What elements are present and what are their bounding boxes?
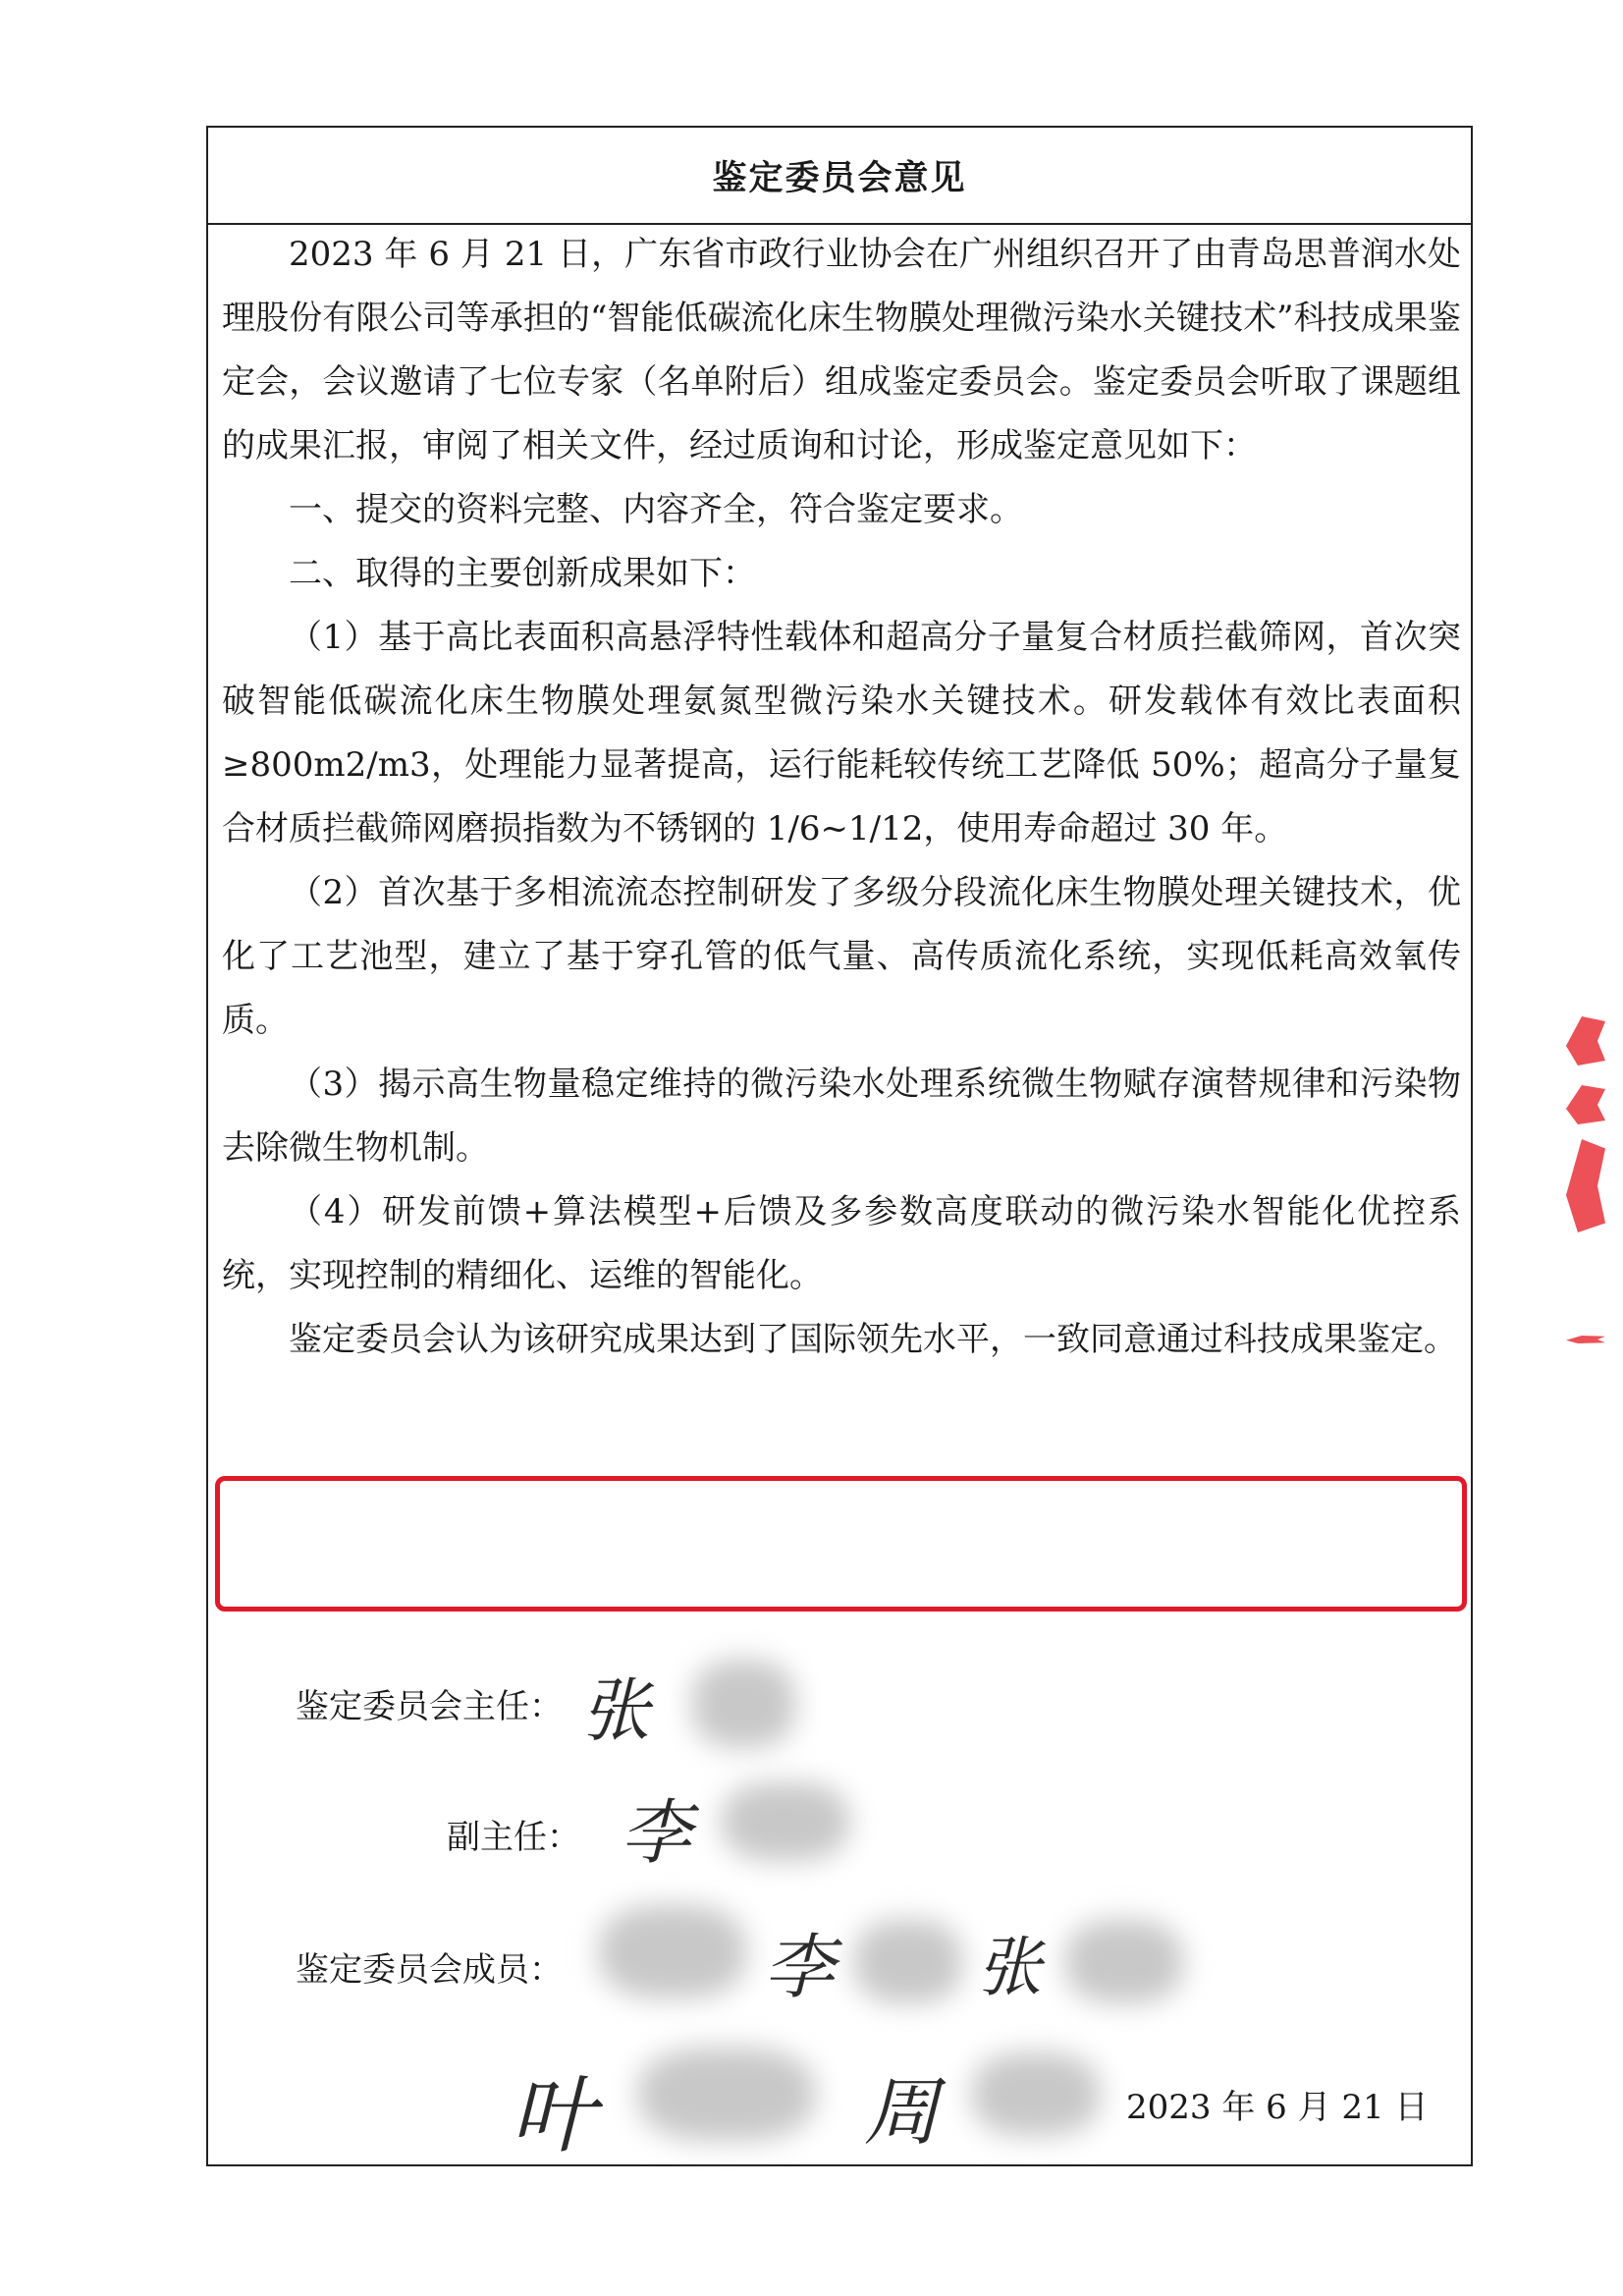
seal-fragment (1566, 1336, 1605, 1343)
chair-label: 鉴定委员会主任： (296, 1687, 563, 1726)
redacted-signature (722, 1782, 849, 1861)
redacted-signature (1065, 1920, 1183, 2003)
document-date: 2023 年 6 月 21 日 (1126, 2088, 1429, 2127)
final-verdict: 鉴定委员会认为该研究成果达到了国际领先水平，一致同意通过科技成果鉴定。 (289, 1320, 1457, 1359)
seal-fragment (1566, 1085, 1605, 1124)
verdict-highlight-box (215, 1476, 1467, 1612)
member-signature: 叶 (511, 2067, 595, 2165)
vice-chair-signature: 李 (621, 1791, 692, 1874)
innovation-item-4: （4）研发前馈+算法模型+后馈及多参数高度联动的微污染水智能化优控系统，实现控制的精细化、运维的智能化。 (222, 1192, 1461, 1295)
seal-fragment (1566, 1016, 1605, 1066)
members-label: 鉴定委员会成员： (296, 1950, 563, 1990)
redacted-signature (692, 1660, 795, 1748)
redacted-signature (972, 2052, 1100, 2136)
opinion-body (222, 223, 1461, 1372)
chair-signature: 张 (581, 1670, 650, 1751)
vice-chair-label: 副主任： (447, 1818, 580, 1857)
opinion-table (206, 126, 1473, 2166)
redacted-signature (854, 1920, 962, 2003)
conclusion-two-heading: 二、取得的主要创新成果如下： (289, 554, 756, 593)
innovation-item-3: （3）揭示高生物量稳定维持的微污染水处理系统微生物赋存演替规律和污染物去除微生物机制。 (222, 1065, 1461, 1168)
conclusion-one: 一、提交的资料完整、内容齐全，符合鉴定要求。 (289, 490, 1023, 529)
redacted-signature (638, 2048, 815, 2141)
document-title: 鉴定委员会意见 (208, 128, 1471, 225)
innovation-item-2: （2）首次基于多相流流态控制研发了多级分段流化床生物膜处理关键技术，优化了工艺池型，建立了基于穿孔管的低气量、高传质流化系统，实现低耗高效氧传质。 (222, 873, 1461, 1040)
seal-fragment (1566, 1139, 1605, 1232)
innovation-item-1: （1）基于高比表面积高悬浮特性载体和超高分子量复合材质拦截筛网，首次突破智能低碳流化床生物膜处理氨氮型微污染水关键技术。研发载体有效比表面积≥800m2/m3，处理能力显著提高，运行能耗较传统工艺降低 50%；超高分子量复合材质拦截筛网磨损指数为不锈钢的 1/6~1/12，使用寿命超过 30 年。 (222, 618, 1461, 848)
member-signature: 张 (977, 1930, 1042, 2005)
member-signature: 李 (764, 1926, 836, 2008)
intro-paragraph: 2023 年 6 月 21 日，广东省市政行业协会在广州组织召开了由青岛思普润水处理股份有限公司等承担的“智能低碳流化床生物膜处理微污染水关键技术”科技成果鉴定会，会议邀请了七位专家（名单附后）组成鉴定委员会。鉴定委员会听取了课题组的成果汇报，审阅了相关文件，经过质询和讨论，形成鉴定意见如下： (222, 235, 1461, 465)
redacted-signature (599, 1905, 746, 1998)
member-signature: 周 (864, 2068, 939, 2156)
